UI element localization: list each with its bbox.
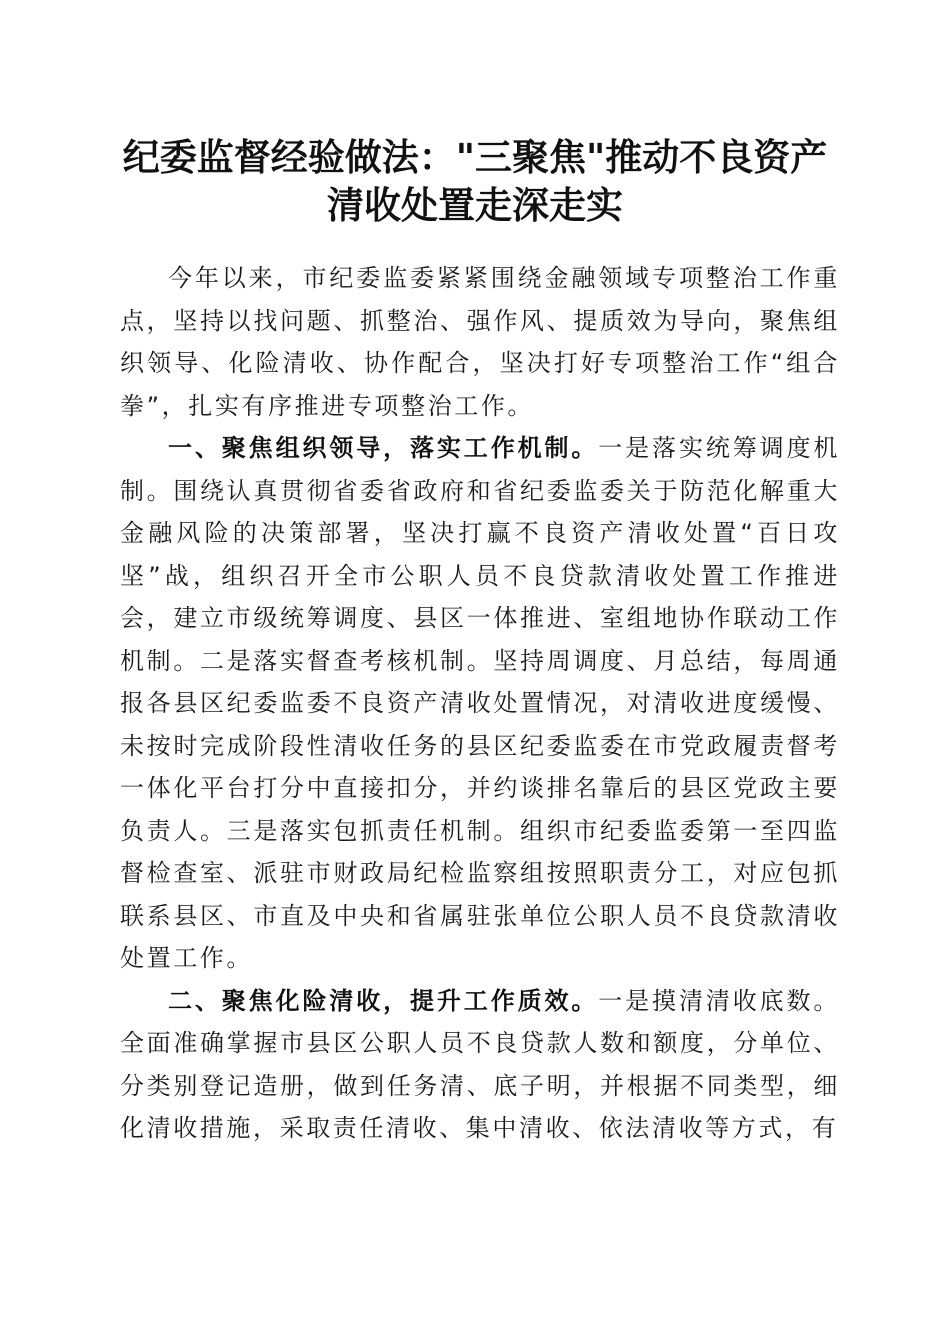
paragraph-section-1 xyxy=(120,427,840,980)
document-title xyxy=(100,133,850,229)
title-line-2: 清收处置走深走实 xyxy=(327,183,623,227)
document-body xyxy=(120,257,840,1150)
paragraph-text: 一是摸清清收底数。全面准确掌握市县区公职人员不良贷款人数和额度，分单位、分类别登记造册，做到任务清、底子明，并根据不同类型，细化清收措施，采取责任清收、集中清收、依法清收等方式，有 xyxy=(120,986,840,1142)
section-heading-2: 二、聚焦化险清收，提升工作质效。 xyxy=(168,986,599,1015)
section-heading-1: 一、聚焦组织领导，落实工作机制。 xyxy=(168,434,599,462)
title-line-1: 纪委监督经验做法："三聚焦"推动不良资产 xyxy=(122,135,828,179)
paragraph-text: 今年以来，市纪委监委紧紧围绕金融领域专项整治工作重点，坚持以找问题、抓整治、强作风、提质效为导向，聚焦组织领导、化险清收、协作配合，坚决打好专项整治工作“组合拳”，扎实有序推进专项整治工作。 xyxy=(120,264,840,420)
paragraph-intro xyxy=(120,257,840,427)
paragraph-section-2 xyxy=(120,980,840,1150)
paragraph-text: 一是落实统筹调度机制。围绕认真贯彻省委省政府和省纪委监委关于防范化解重大金融风险的决策部署，坚决打赢不良资产清收处置“百日攻坚”战，组织召开全市公职人员不良贷款清收处置工作推进会，建立市级统筹调度、县区一体推进、室组地协作联动工作机制。二是落实督查考核机制。坚持周调度、月总结，每周通报各县区纪委监委不良资产清收处置情况，对清收进度缓慢、未按时完成阶段性清收任务的县区纪委监委在市党政履责督考一体化平台打分中直接扣分，并约谈排名靠后的县区党政主要负责人。三是落实包抓责任机制。组织市纪委监委第一至四监督检查室、派驻市财政局纪检监察组按照职责分工，对应包抓联系县区、市直及中央和省属驻张单位公职人员不良贷款清收处置工作。 xyxy=(120,434,840,972)
